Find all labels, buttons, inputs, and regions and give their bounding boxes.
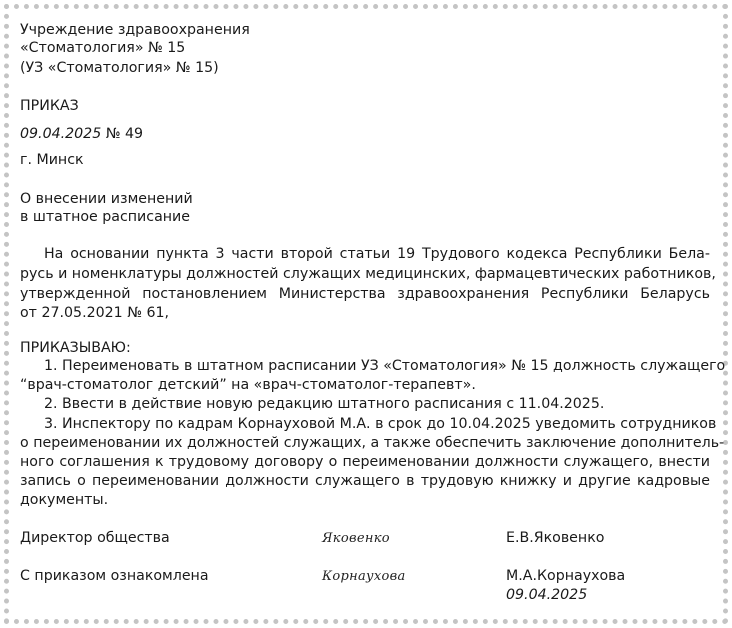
- director-title: Директор общества: [20, 530, 170, 546]
- order-heading: ПРИКАЗЫВАЮ:: [20, 340, 131, 356]
- preamble-line-1: На основании пункта 3 части второй статьи 19 Трудового кодекса Республики Бела-: [44, 246, 710, 262]
- item-1-line-2: “врач-стоматолог детский” на «врач-стоматолог-терапевт».: [20, 377, 476, 393]
- preamble-line-3: утвержденной постановлением Министерства здравоохранения Республики Беларусь: [20, 286, 710, 302]
- acquainted-date: 09.04.2025: [506, 587, 588, 603]
- subject-line-2: в штатное расписание: [20, 209, 190, 225]
- org-name-line-2: «Стоматология» № 15: [20, 40, 186, 56]
- item-3-line-1: 3. Инспектору по кадрам Корнауховой М.А. в срок до 10.04.2025 уведомить сотрудников: [44, 416, 717, 432]
- item-3-line-5: документы.: [20, 492, 109, 508]
- document-type: ПРИКАЗ: [20, 98, 79, 114]
- subject-line-1: О внесении изменений: [20, 191, 193, 207]
- item-3-line-2: о переименовании их должностей служащих, а также обеспечить заключение дополнитель-: [20, 435, 725, 451]
- order-number: № 49: [105, 126, 144, 142]
- date-number-line: [20, 126, 143, 142]
- director-name: Е.В.Яковенко: [506, 530, 605, 546]
- item-2-line-1: 2. Ввести в действие новую редакцию штатного расписания с 11.04.2025.: [44, 396, 605, 412]
- acquainted-signature: Корнаухова: [322, 569, 406, 584]
- item-3-line-4: запись о переименовании должности служащего в трудовую книжку и другие кадровые: [20, 473, 710, 489]
- director-signature: Яковенко: [322, 531, 390, 546]
- item-1-line-1: 1. Переименовать в штатном расписании УЗ «Стоматология» № 15 должность служащего: [44, 358, 726, 374]
- preamble-line-4: от 27.05.2021 № 61,: [20, 305, 170, 321]
- preamble-line-2: русь и номенклатуры должностей служащих медицинских, фармацевтических работников,: [20, 266, 716, 282]
- org-name-line-1: Учреждение здравоохранения: [20, 22, 250, 38]
- item-3-line-3: ного соглашения к трудовому договору о переименовании должности служащего, внести: [20, 454, 710, 470]
- org-short-name: (УЗ «Стоматология» № 15): [20, 60, 219, 76]
- city: г. Минск: [20, 152, 84, 168]
- acquainted-name: М.А.Корнаухова: [506, 568, 626, 584]
- order-date: 09.04.2025: [20, 126, 102, 142]
- acquainted-label: С приказом ознакомлена: [20, 568, 209, 584]
